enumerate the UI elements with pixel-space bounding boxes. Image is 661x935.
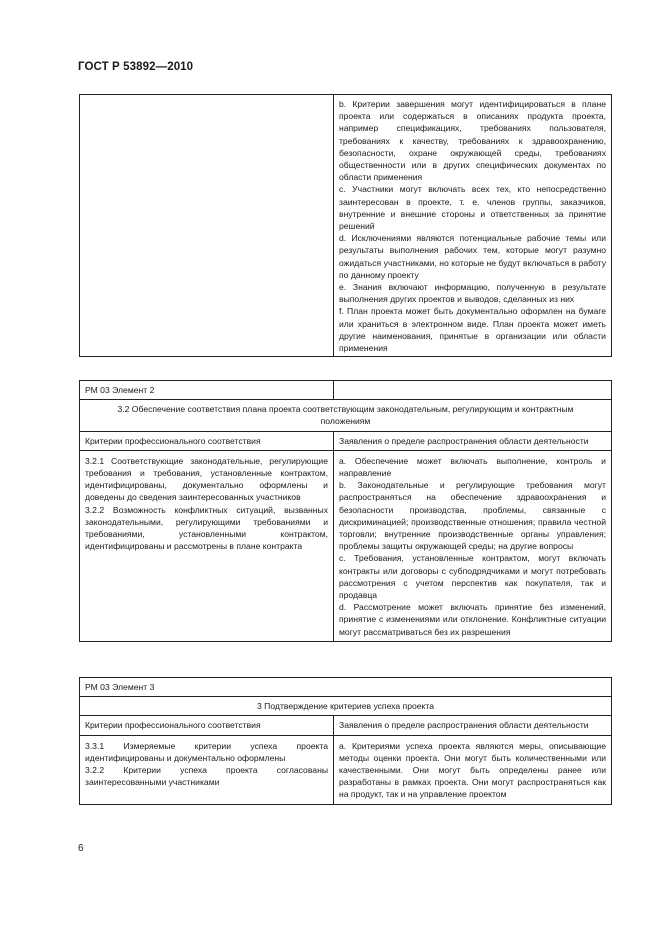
- criterion-3-2-2: 3.2.2 Критерии успеха проекта согласованы заинтересованными участниками: [85, 765, 328, 788]
- statement-c: с. Требования, установленные контрактом, могут включать контракты или договоры с субподрядчиками и могут потребовать рассмотрения с учетом перспектив как покупателя, так и продавца: [339, 553, 606, 601]
- criteria-header: Критерии профессионального соответствия: [80, 431, 334, 450]
- criterion-3-2-2: 3.2.2 Возможность конфликтных ситуаций, вызванных законодательными, регулирующими требованиями и требованиями, установленными контрактом, идентифицированы и рассмотрены в плане контракта: [85, 504, 328, 552]
- statement-f: f. План проекта может быть документально оформлен на бумаге или храниться в электронном виде. План проекта может иметь другие наименования, принятые в организации или области применения: [339, 306, 606, 354]
- element-3-label: РМ 03 Элемент 3: [80, 678, 612, 697]
- document-header: ГОСТ Р 53892—2010: [78, 61, 194, 73]
- element-2-right-empty: [334, 381, 612, 400]
- page-number: 6: [78, 843, 84, 854]
- criteria-cell: [80, 735, 334, 804]
- scope-header: Заявления о пределе распространения области деятельности: [334, 716, 612, 735]
- continuation-table: [79, 94, 612, 357]
- element-3-title: 3 Подтверждение критериев успеха проекта: [80, 697, 612, 716]
- criteria-header: Критерии профессионального соответствия: [80, 716, 334, 735]
- criterion-3-3-1: 3.3.1 Измеряемые критерии успеха проекта идентифицированы и документально оформлены: [85, 740, 328, 763]
- statement-b: b. Критерии завершения могут идентифицироваться в плане проекта или содержаться в описаниях продукта проекта, например спецификациях, требованиях пользователя, требованиях к качеству, требованиях к здравоохранению, безопасности, охране окружающей среды, требованиях общественности или в других специфических документах по области применения: [339, 99, 606, 183]
- empty-left-cell: [80, 95, 334, 357]
- statement-d: d. Рассмотрение может включать принятие без изменений, принятие с изменениями или отклонение. Конфликтные ситуации могут рассматриваться без их разрешения: [339, 602, 606, 637]
- statement-c: с. Участники могут включать всех тех, кто непосредственно заинтересован в проекте, т. е. членов группы, заказчиков, внутренние и внешние стороны и ответственных за принятие решений: [339, 184, 606, 232]
- criterion-3-2-1: 3.2.1 Соответствующие законодательные, регулирующие требования и требования, установленные контрактом, идентифицированы, документально оформлены и доведены до сведения заинтересованных участников: [85, 455, 328, 503]
- element-2-label: РМ 03 Элемент 2: [80, 381, 334, 400]
- element-3-table: [79, 677, 612, 805]
- statement-d: d. Исключениями являются потенциальные рабочие темы или результаты выполнения рабочих тем, которые могут разумно ожидаться участниками, но которые не будут включаться в работу по данному проекту: [339, 233, 606, 280]
- scope-header: Заявления о пределе распространения области деятельности: [334, 431, 612, 450]
- statement-a: а. Критериями успеха проекта являются меры, описывающие методы оценки проекта. Они могут быть количественными или качественными. Они могут быть определены ранее или разработаны в рамках проекта. Они могут распространяться как на продукт, так и на управление проектом: [339, 740, 607, 800]
- scope-statements-cell: [334, 450, 612, 641]
- scope-statements-cell: [334, 735, 612, 804]
- statement-a: а. Обеспечение может включать выполнение, контроль и направление: [339, 455, 606, 479]
- element-2-table: [79, 380, 612, 642]
- statement-e: е. Знания включают информацию, полученную в результате выполнения других проектов и выводов, сделанных из них: [339, 282, 606, 305]
- criteria-cell: [80, 450, 334, 641]
- statement-b: b. Законодательные и регулирующие требования могут распространяться на обеспечение здравоохранения и безопасности производства, проблемы, связанные с дискриминацией; производственные отношения; правила честной торговли; внутренние производственные органы управления; проблемы защиты окружающей среды; на другие вопросы: [339, 480, 606, 552]
- scope-statements-cell: [334, 95, 612, 357]
- element-2-title: 3.2 Обеспечение соответствия плана проекта соответствующим законодательным, регулирующим и контрактным положениям: [80, 400, 612, 431]
